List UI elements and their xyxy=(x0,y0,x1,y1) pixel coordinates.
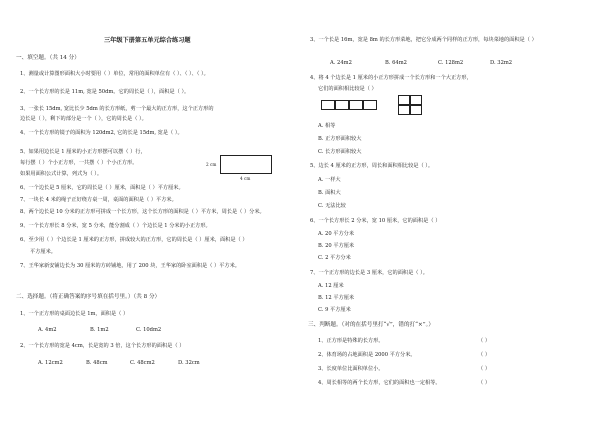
page-title: 三年级下册第五单元综合练习题 xyxy=(104,37,191,44)
judge-q4: 4、周长相等的两个长方形，它们的面积也一定相等。 xyxy=(318,380,441,386)
choice-q4-option-a: A. 相等 xyxy=(318,123,336,129)
choice-q3-option-c: C. 128m2 xyxy=(438,60,464,66)
choice-q7-option-b: B. 12 平方厘米 xyxy=(318,295,355,301)
choice-q3-option-d: D. 32m2 xyxy=(490,60,513,66)
choice-q6-option-c: C. 2 平方分米 xyxy=(318,255,351,261)
judge-q1-paren: （ ） xyxy=(478,338,491,344)
strip-cell xyxy=(363,100,377,110)
choice-q3-option-b: B. 64m2 xyxy=(385,60,407,66)
choice-q4-option-c: C. 长方形面积较大 xyxy=(318,149,362,155)
strip-cell xyxy=(321,100,335,110)
part1-heading: 一、填空题。（共 14 分） xyxy=(16,55,80,61)
grid-cell xyxy=(398,95,410,105)
choice-q3: 3、一个长是 16m，宽是 8m 的长方形菜地，把它分成两个同样的正方形，每块菜地的面积是（ ） xyxy=(310,37,537,43)
grid-cell xyxy=(410,105,422,115)
figure-height-label: 2 cm xyxy=(206,162,217,167)
fill-q10-line1: 6、至少用（ ）个边长是 1 厘米的正方形，拼成较大的正方形，它的周长是（ ）厘米，面积是（ ） xyxy=(20,237,248,243)
part2-heading: 二、选择题。（将正确答案的序号填在括号里。）（共 8 分） xyxy=(16,294,161,300)
part3-heading: 三、判断题。（对的在括号里打“√”，错的打“×”。） xyxy=(308,322,434,328)
choice-q5-option-a: A. 一样大 xyxy=(318,177,341,183)
top-border xyxy=(0,0,600,1)
choice-q4-option-b: B. 正方形面积较大 xyxy=(318,136,362,142)
choice-q6-option-a: A. 20 平方分米 xyxy=(318,231,355,237)
choice-q6: 6、一个长方形长 2 分米，宽 10 厘米，它的面积是（ ） xyxy=(310,218,441,224)
choice-q2-option-a: A. 12cm2 xyxy=(38,360,63,366)
choice-q1: 1、一个正方形的桌面边长是 1m，面积是（ ） xyxy=(20,311,129,317)
judge-q3-paren: （ ） xyxy=(478,366,491,372)
choice-q5-option-c: C. 无法比较 xyxy=(318,203,346,209)
fill-q4: 4、一个长方形的镜子的面积为 120dm2, 它的长是 15dm, 宽是（ ）。 xyxy=(20,130,183,136)
choice-q3-option-a: A. 24m2 xyxy=(330,60,352,66)
judge-q2-paren: （ ） xyxy=(478,352,491,358)
fill-q10-line2: 平方厘米。 xyxy=(30,249,56,255)
fill-q9: 9、一个长方形长 8 分米，宽 5 分米，能分割成（ ）个边长是 1 分米的小正方形。 xyxy=(20,223,211,229)
choice-q2-option-c: C. 48cm2 xyxy=(130,360,155,366)
choice-q1-option-b: B. 1m2 xyxy=(90,327,109,333)
grid-cell xyxy=(398,105,410,115)
strip-cell xyxy=(335,100,349,110)
fill-q1: 1、测量或计算图形面积大小时要用（ ）单位，常用的面积单位有（ ）、（ ）、（ ）。 xyxy=(20,71,209,77)
choice-q1-option-a: A. 4m2 xyxy=(38,327,57,333)
choice-q7: 7、一个正方形的边长是 3 厘米，它的面积是（ ）。 xyxy=(310,270,428,276)
figure-width-label: 4 cm xyxy=(240,176,251,181)
judge-q2: 2、体育场的占地面积是 2000 平方分米。 xyxy=(318,352,416,358)
choice-q4-line1: 4、将 4 个边长是 1 厘米的小正方形拼成一个长方形和一个大正方形， xyxy=(310,75,472,81)
choice-q5-option-b: B. 面积大 xyxy=(318,190,341,196)
judge-q4-paren: （ ） xyxy=(478,380,491,386)
choice-q2-option-b: B. 48cm xyxy=(86,360,108,366)
fill-q2: 2、一个长方形的长是 11m, 宽是 50dm。它的周长是（ ），面积是（ ）。 xyxy=(20,89,190,95)
choice-q7-option-c: C. 9 平方厘米 xyxy=(318,307,351,313)
fill-q7: 7、一块长 4 米的绳子正好绕方桌一周，桌面的面积是（ ）平方米。 xyxy=(20,197,177,203)
fill-q5-line3: 如果用面积公式计算，列式为（ ）。 xyxy=(20,171,103,177)
fill-q8: 8、两个边长是 10 分米的正方形可拼成一个长方形，这个长方形的面积是（ ）平方米，周长是（ ）分米。 xyxy=(20,209,265,215)
rectangle-figure xyxy=(220,155,272,174)
fill-q3-line1: 3、一张长 15dm, 宽比长少 5dm 的长方形纸，剪一个最大的正方形，这个正方形的 xyxy=(20,106,214,112)
choice-q7-option-a: A. 12 厘米 xyxy=(318,283,344,289)
grid-cell xyxy=(410,95,422,105)
fill-q6: 6、一个边长是 5 厘米，它的周长是（ ）厘米，面积是（ ）平方厘米。 xyxy=(20,185,184,191)
choice-q2: 2、一个长方形的宽是 4cm，长是宽的 3 倍，这个长方形的面积是（ ） xyxy=(20,343,185,349)
choice-q1-option-c: C. 10dm2 xyxy=(136,327,162,333)
choice-q4-line2: 它们的面积相比较是（ ） xyxy=(318,86,377,92)
choice-q6-option-b: B. 20 平方厘米 xyxy=(318,243,355,249)
fill-q5-line1: 5、如果用边长是 1 厘米的小正方形摆可以摆（ ）行， xyxy=(20,149,146,155)
fill-q5-line2: 每行摆（ ）个小正方形，一共摆（ ）个小正方形。 xyxy=(20,160,138,166)
strip-cell xyxy=(349,100,363,110)
judge-q3: 3、长度单位比面积单位小。 xyxy=(318,366,384,372)
fill-q11: 7、王华家新安铺边长为 30 厘米的方砖铺地，用了 200 块，王华家的卧室面积是（ ）平方米。 xyxy=(20,263,240,269)
choice-q5: 5、边长 4 厘米的正方形，周长和面积相比较是（ ）。 xyxy=(310,163,434,169)
judge-q1: 1、正方形是特殊的长方形。 xyxy=(318,338,384,344)
choice-q2-option-d: D. 32cm xyxy=(178,360,200,366)
fill-q3-line2: 边长是（ ），剩下的部分是一个（ ），它的周长是（ ）。 xyxy=(20,116,147,122)
